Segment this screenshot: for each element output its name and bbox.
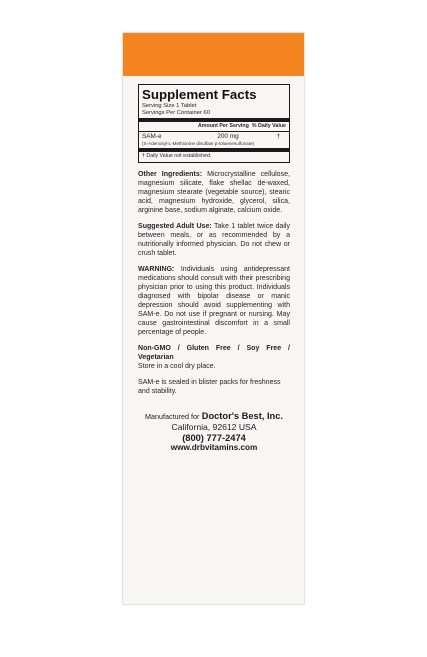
facts-title: Supplement Facts	[142, 87, 257, 102]
manufacturer-name: Doctor's Best, Inc.	[201, 410, 283, 421]
warning-label: WARNING:	[138, 265, 175, 273]
other-ingredients	[138, 170, 290, 215]
serving-size: Serving Size 1 Tablet	[142, 103, 197, 109]
label-content	[138, 84, 290, 454]
nutrient-name: SAM-e	[142, 132, 162, 140]
blister-note: SAM-e is sealed in blister packs for freshness and stability.	[138, 378, 281, 395]
suggested-use-text: Take 1 tablet twice daily between meals, or as recommended by a nutritionally informed physician. Do not chew or crush tablet.	[138, 222, 290, 257]
manufacturer-block	[138, 411, 290, 454]
servings-per-container: Servings Per Container 60	[142, 110, 210, 116]
dietary-claims: Non-GMO / Gluten Free / Soy Free / Vegetarian	[138, 344, 290, 361]
amount-per-serving-header: Amount Per Serving	[197, 123, 249, 129]
nutrient-description: (S-Adenosyl-L-Methionine disulfate p-toluenesulfonate)	[142, 140, 255, 146]
facts-divider-bottom	[139, 148, 289, 152]
manufacturer-website: www.drbvitamins.com	[170, 443, 258, 453]
orange-top-band	[123, 33, 304, 76]
daily-value-header: % Daily Value	[251, 123, 286, 129]
product-box-side	[122, 32, 305, 605]
facts-divider-thin	[139, 131, 289, 132]
daily-value-footnote: † Daily Value not established.	[142, 152, 212, 159]
warning	[138, 265, 290, 337]
nutrient-amount: 200 mg	[217, 132, 239, 140]
manufacturer-address: California, 92612 USA	[171, 422, 257, 433]
manufacturer-prefix: Manufactured for	[145, 411, 200, 421]
manufacturer-phone: (800) 777-2474	[182, 432, 246, 443]
suggested-use-label: Suggested Adult Use:	[138, 222, 212, 230]
other-ingredients-label: Other Ingredients:	[138, 170, 203, 178]
nutrient-daily-value: †	[276, 132, 280, 140]
facts-divider-thick	[139, 118, 289, 122]
other-ingredients-text: Microcrystalline cellulose, magnesium silicate, flake shellac de-waxed, magnesium stearate (vegetable source), stearic acid, magnesium hydroxide, glycerol, silica, arginine base, sodium alginate, calcium oxide.	[138, 170, 290, 214]
warning-text: Individuals using antidepressant medications should consult with their prescribing physician prior to using this product. Individuals diagnosed with bipolar disease or manic depression should avoid supplementing with SAM-e. Do not use if pregnant or nursing. May cause gastrointestinal discomfort in a small percentage of people.	[138, 265, 290, 336]
claims	[138, 344, 290, 371]
storage-note: Store in a cool dry place.	[138, 362, 216, 370]
facts-header-row	[142, 123, 286, 130]
suggested-use	[138, 222, 290, 258]
supplement-facts-panel	[138, 84, 290, 163]
nutrient-row	[142, 133, 286, 141]
